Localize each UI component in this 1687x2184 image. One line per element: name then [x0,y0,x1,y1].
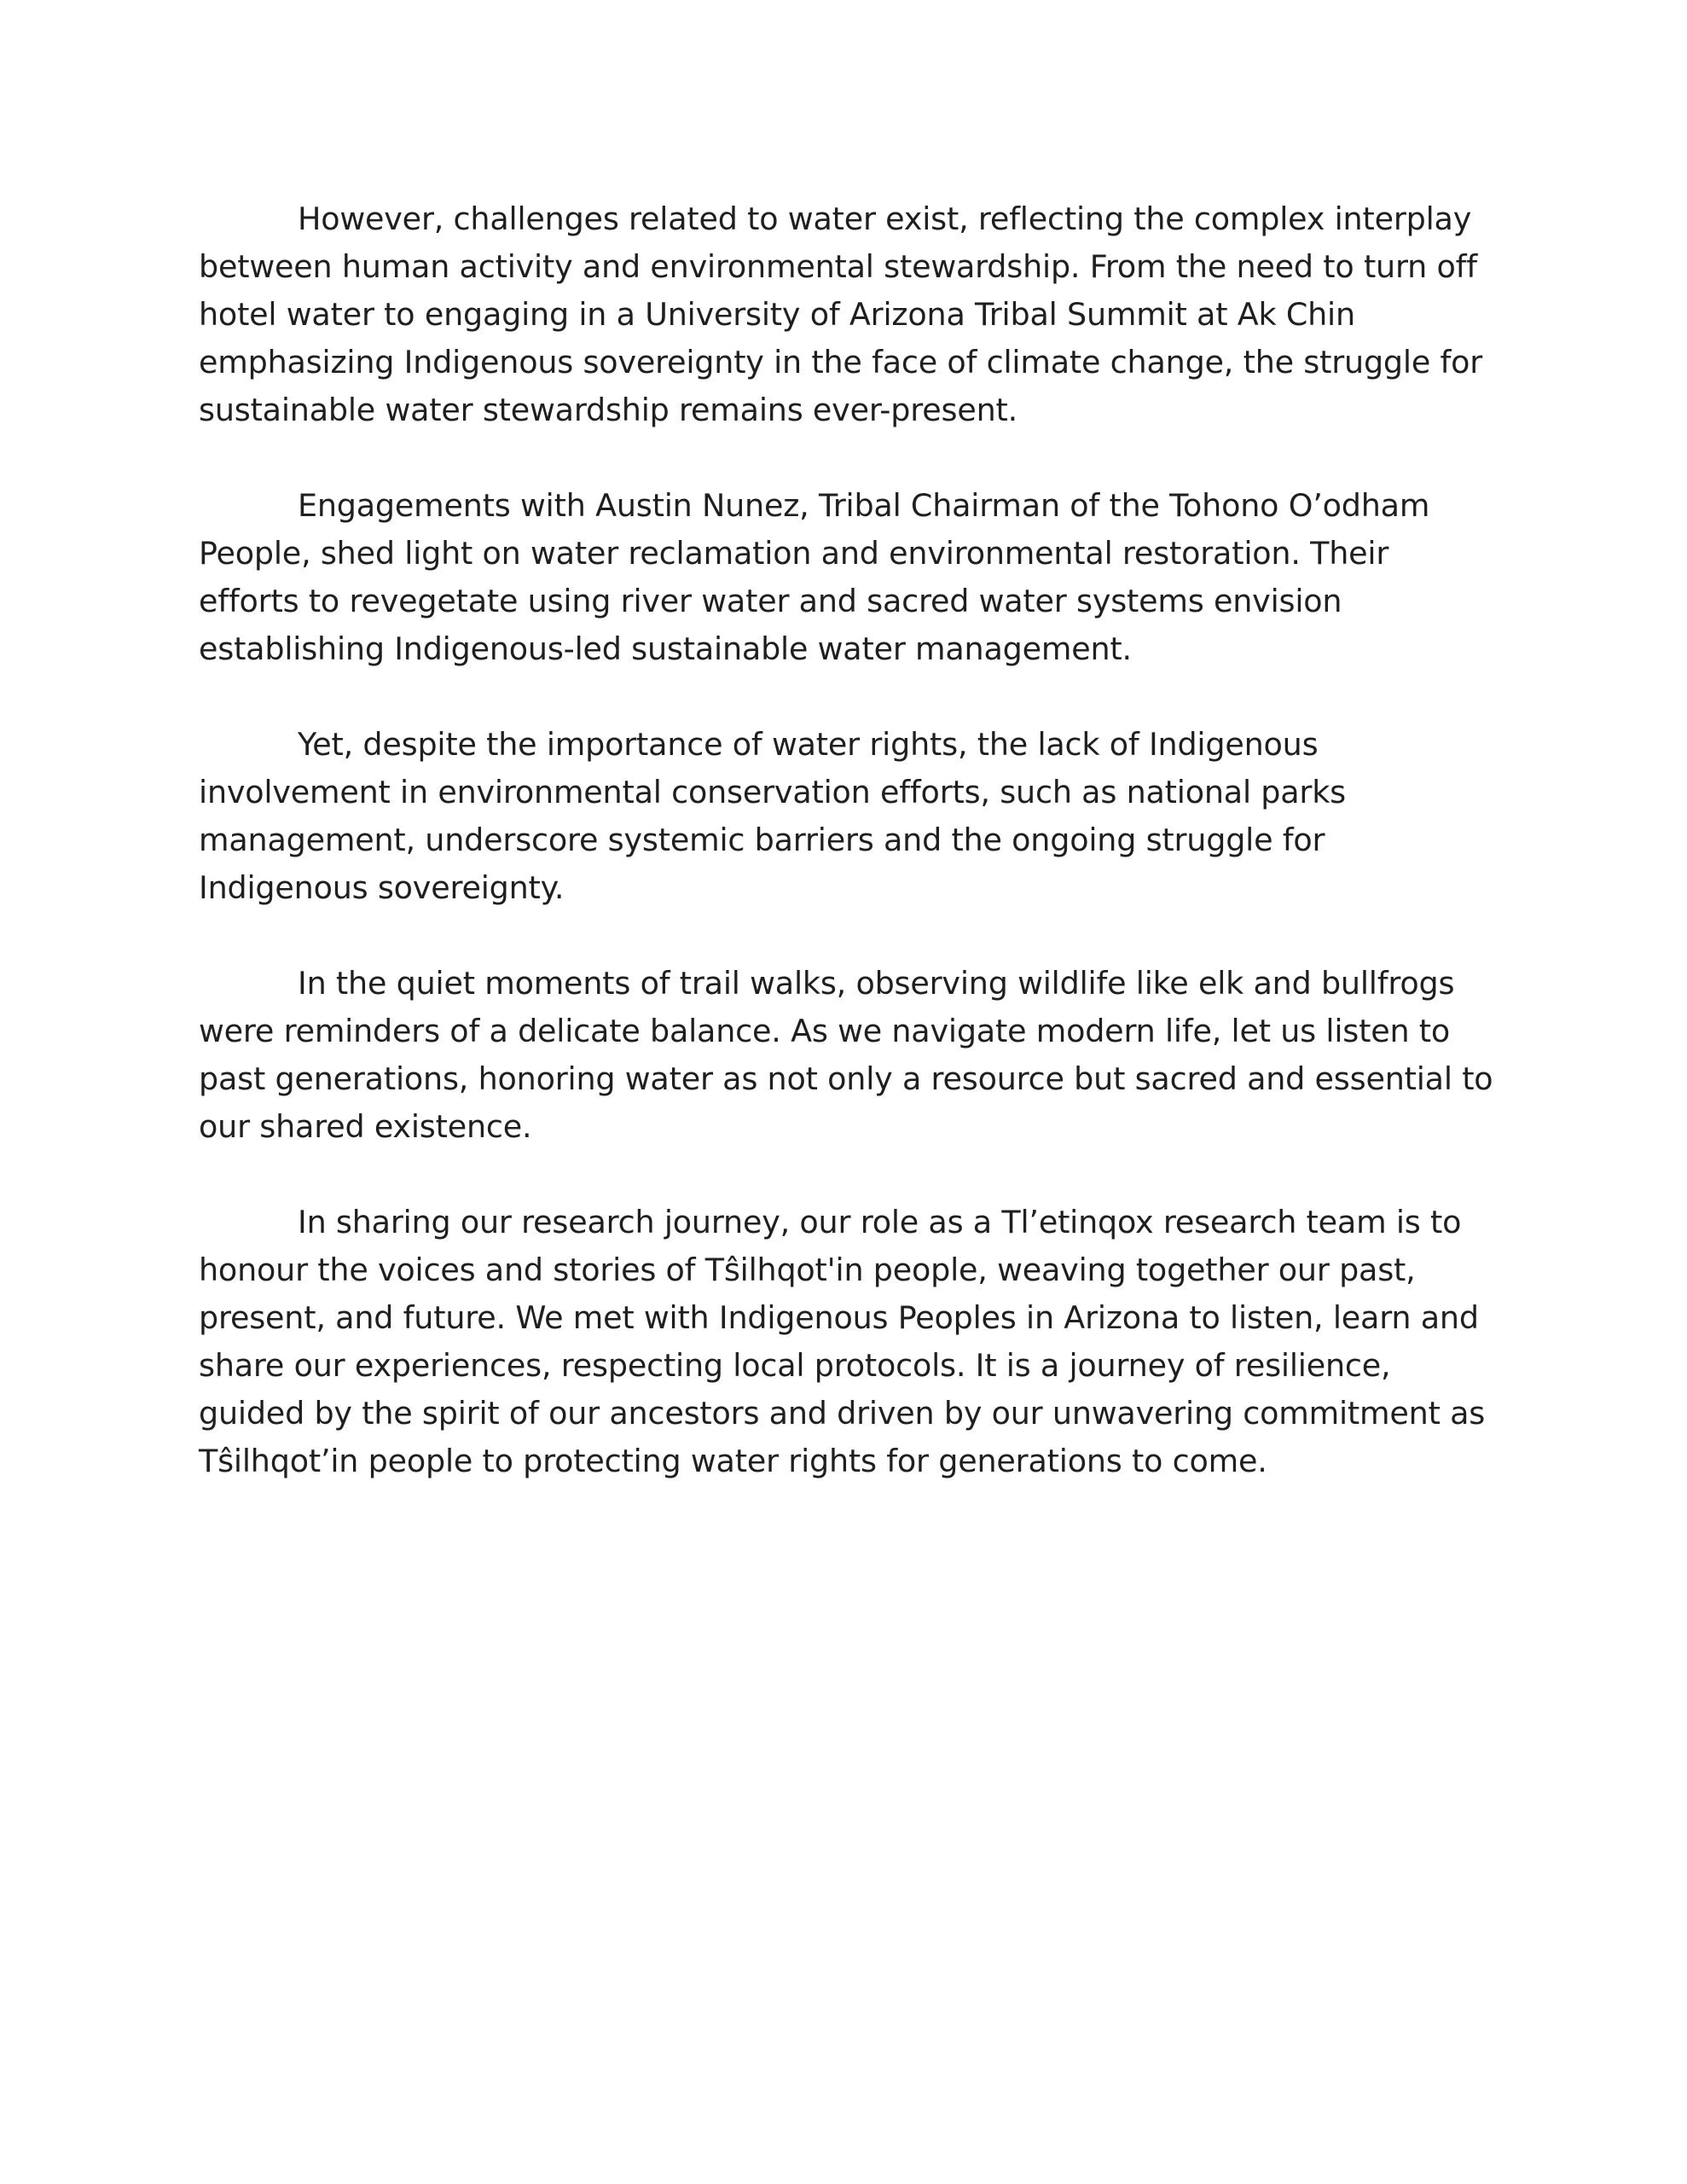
paragraph-trail-walks: In the quiet moments of trail walks, observing wildlife like elk and bullfrogs were reminders of a delicate balance. As we navigate modern life, let us listen to past generations, honoring water as not only a resource but sacred and essential to our shared existence. [199,965,1493,1145]
paragraph-austin-nunez: Engagements with Austin Nunez, Tribal Chairman of the Tohono O’odham People, shed light on water reclamation and environmental restoration. Their efforts to revegetate using river water and sacred water systems envision establishing Indigenous-led sustainable water management. [199,487,1430,667]
paragraph-indigenous-involvement: Yet, despite the importance of water rights, the lack of Indigenous involvement in environmental conservation efforts, such as national parks management, underscore systemic barriers and the ongoing struggle for Indigenous sovereignty. [199,726,1346,906]
paragraph-research-journey: In sharing our research journey, our role as a Tl’etinqox research team is to honour the voices and stories of Tŝilhqot'in people, weaving together our past, present, and future. We met with Indigenous Peoples in Arizona to listen, learn and share our experiences, respecting local protocols. It is a journey of resilience, guided by the spirit of our ancestors and driven by our unwavering commitment as Tŝilhqot’in people to protecting water rights for generations to come. [199,1204,1486,1479]
paragraph-water-challenges: However, challenges related to water exist, reflecting the complex interplay between human activity and environmental stewardship. From the need to turn off hotel water to engaging in a University of Arizona Tribal Summit at Ak Chin emphasizing Indigenous sovereignty in the face of climate change, the struggle for sustainable water stewardship remains ever-present. [199,200,1483,428]
document-body [199,195,1495,1485]
